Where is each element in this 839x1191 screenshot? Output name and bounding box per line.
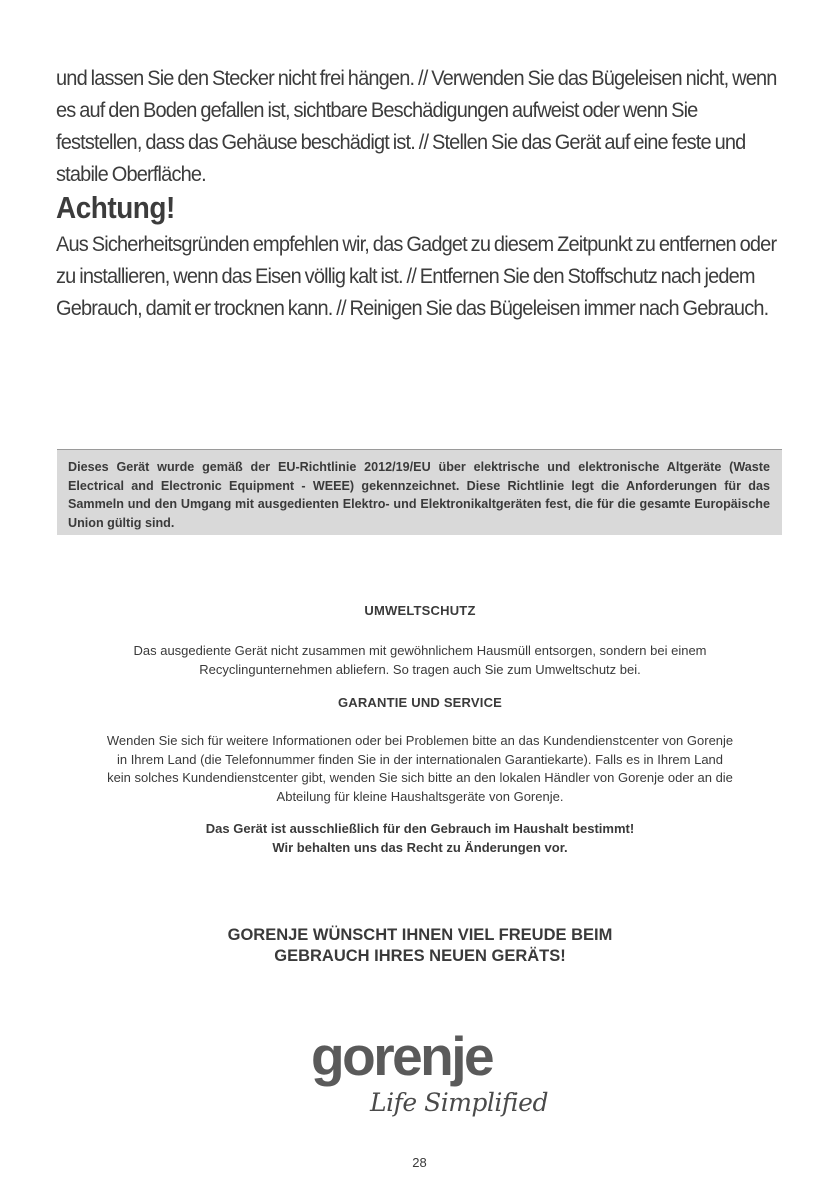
umweltschutz-line: Recyclingunternehmen abliefern. So tragen auch Sie zum Umweltschutz bei.: [199, 661, 641, 677]
umweltschutz-title: UMWELTSCHUTZ: [364, 603, 476, 618]
garantie-text: [60, 732, 780, 806]
umweltschutz-text: [60, 642, 780, 679]
garantie-line: Abteilung für kleine Haushaltsgeräte von Gorenje.: [276, 788, 564, 804]
notice-line: Das Gerät ist ausschließlich für den Gebrauch im Haushalt bestimmt!: [205, 821, 635, 836]
intro-paragraph: und lassen Sie den Stecker nicht frei hängen. // Verwenden Sie das Bügeleisen nicht, wenn es auf den Boden gefallen ist, sichtbare Beschädigungen aufweist oder wenn Sie feststellen, dass das Gehäuse beschädigt ist. // Stellen Sie das Gerät auf eine feste und stabile Oberfläche.: [56, 66, 777, 186]
household-use-notice: [60, 820, 780, 857]
logo-tagline: Life Simplified: [370, 1088, 548, 1117]
closing-line: GEBRAUCH IHRES NEUEN GERÄTS!: [274, 947, 566, 965]
page-number: 28: [412, 1155, 427, 1170]
achtung-heading: Achtung!: [56, 190, 175, 225]
gorenje-logo: gorenje: [311, 1025, 493, 1087]
garantie-line: Wenden Sie sich für weitere Informationen oder bei Problemen bitte an das Kundendienstcenter von Gorenje: [106, 733, 734, 748]
weee-notice-text: Dieses Gerät wurde gemäß der EU-Richtlinie 2012/19/EU über elektrische und elektronische Altgeräte (Waste Electrical and Electronic Equipment - WEEE) gekennzeichnet. Diese Richtlinie legt die Anforderungen für das Sammeln und den Umgang mit ausgedienten Elektro- und Elektronikaltgeräten fest, die für die gesamte Europäische Union gültig sind.: [68, 460, 770, 530]
notice-line: Wir behalten uns das Recht zu Änderungen vor.: [272, 839, 568, 855]
garantie-title: GARANTIE UND SERVICE: [337, 695, 503, 710]
closing-message: [60, 925, 780, 967]
closing-line: GORENJE WÜNSCHT IHNEN VIEL FREUDE BEIM: [227, 926, 613, 944]
weee-notice-box: [57, 449, 782, 535]
achtung-paragraph: Aus Sicherheitsgründen empfehlen wir, das Gadget zu diesem Zeitpunkt zu entfernen oder zu installieren, wenn das Eisen völlig kalt ist. // Entfernen Sie den Stoffschutz nach jedem Gebrauch, damit er trocknen kann. // Reinigen Sie das Bügeleisen immer nach Gebrauch.: [56, 232, 777, 320]
garantie-line: kein solches Kundendienstcenter gibt, wenden Sie sich bitte an den lokalen Händler von Gorenje oder an die: [107, 770, 733, 785]
umweltschutz-line: Das ausgediente Gerät nicht zusammen mit gewöhnlichem Hausmüll entsorgen, sondern bei einem: [133, 643, 707, 658]
garantie-line: in Ihrem Land (die Telefonnummer finden Sie in der internationalen Garantiekarte). Falls es in Ihrem Land: [116, 751, 724, 767]
